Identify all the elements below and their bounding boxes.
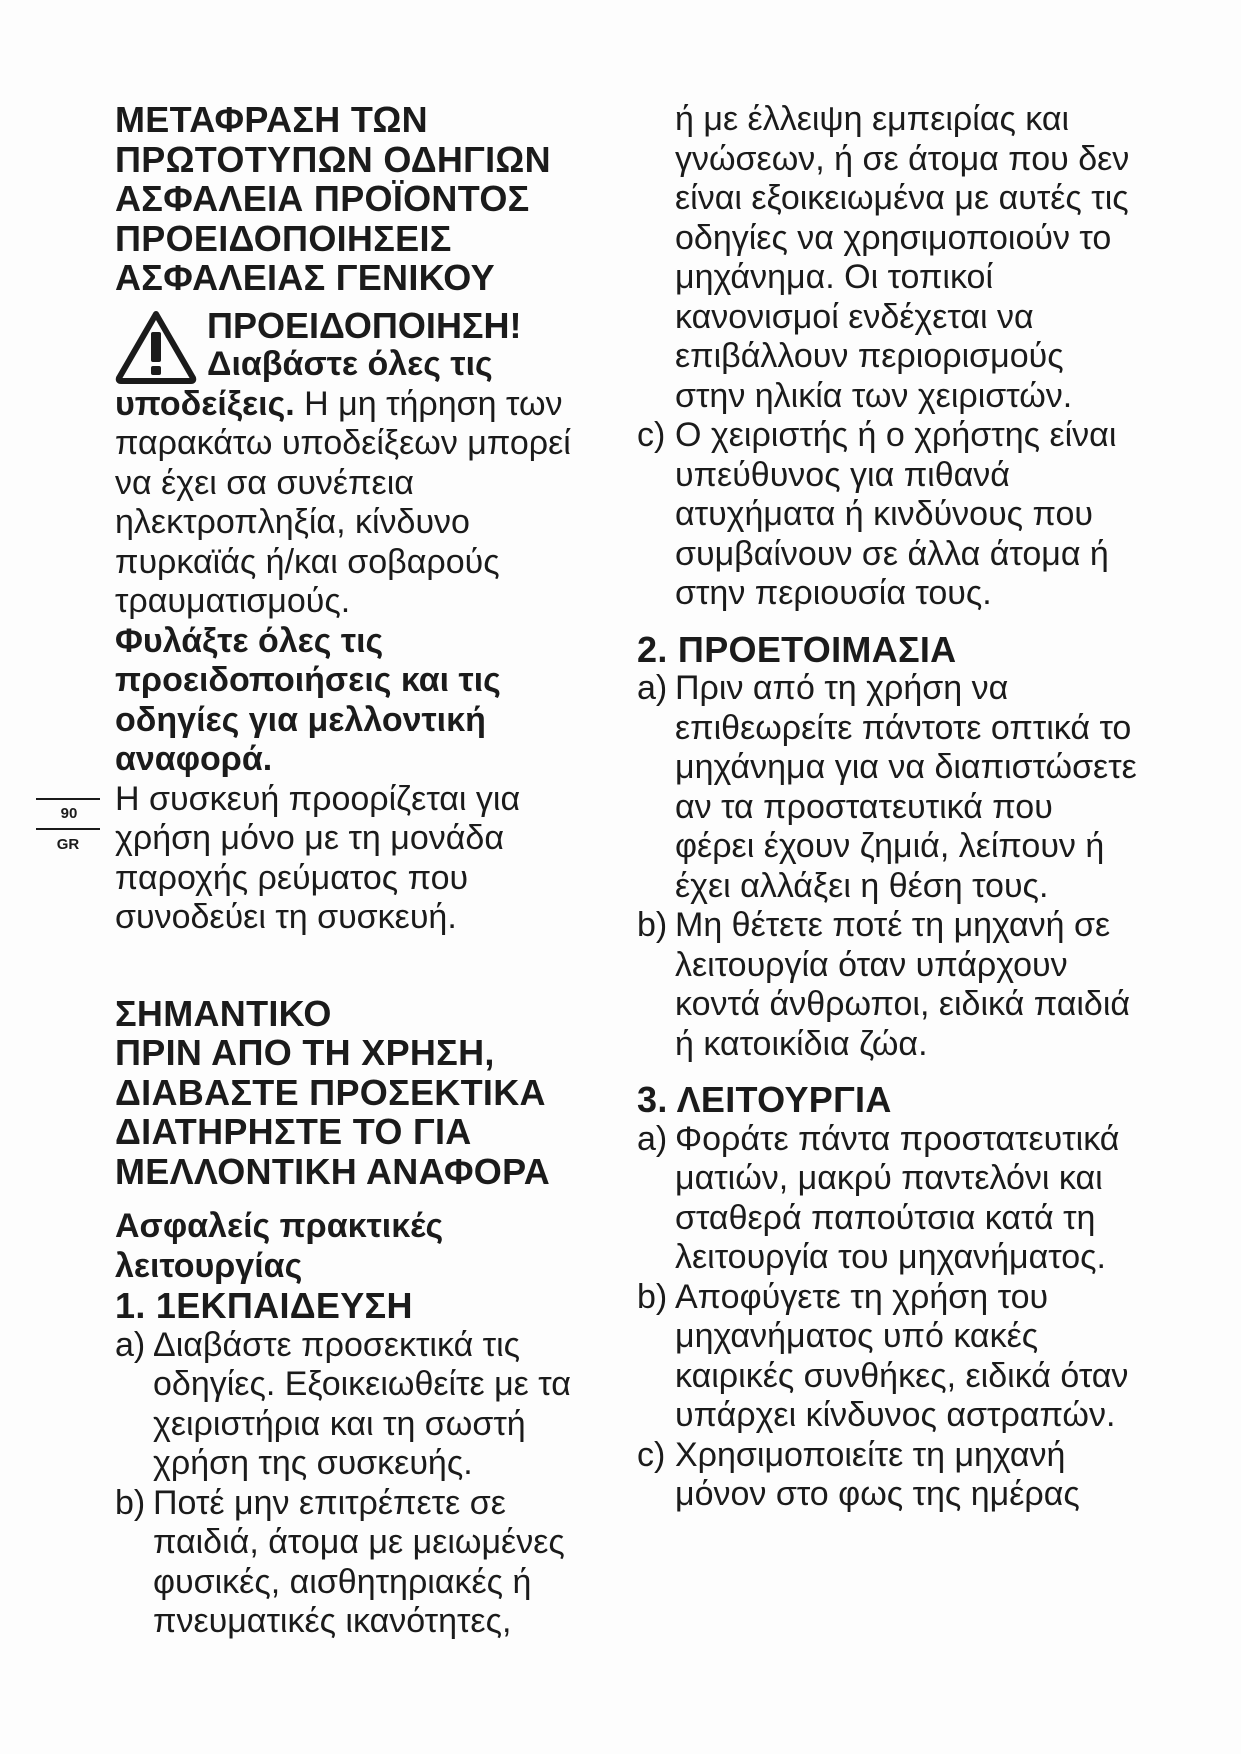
list-item [637,1436,1137,1515]
section3-title: 3. ΛΕΙΤΟΥΡΓΙΑ [637,1079,892,1120]
list-marker: a) [115,1325,146,1364]
warning-triangle-icon [115,310,197,384]
list-item-text: Χρησιμοποιείτε τη μηχανή μόνον στο φως της ημέρας [675,1435,1080,1513]
right-column [637,100,1137,1515]
warning-subtitle: Διαβάστε όλες τις [207,345,493,383]
important-line: ΣΗΜΑΝΤΙΚΟ [115,992,332,1034]
important-heading [115,994,615,1192]
safe-practices-heading: Ασφαλείς πρακτικές λειτουργίας [115,1207,444,1285]
section2-title: 2. ΠΡΟΕΤΟΙΜΑΣΙΑ [637,628,957,670]
list-item [115,1484,615,1642]
warning-body: Η μη τήρηση των παρακάτω υποδείξεων μπορεί να έχει σα συνέπεια ηλεκτροπληξία, κίνδυνο πυρκαϊάς ή/και σοβαρούς τραυματισμούς. [115,384,571,620]
translation-heading [115,100,615,298]
list-item-text: Αποφύγετε τη χρήση του μηχανήματος υπό κακές καιρικές συνθήκες, ειδικά όταν υπάρχει κίνδυνος αστραπών. [675,1277,1129,1434]
page-marker [36,798,100,860]
important-line: ΜΕΛΛΟΝΤΙΚΗ ΑΝΑΦΟΡΑ [115,1150,551,1192]
list-item [637,669,1137,906]
section1-list-continued [637,416,1137,614]
section2-list [637,669,1137,1064]
list-item [637,906,1137,1064]
warning-bold-lead: υποδείξεις. [115,384,295,423]
left-column [115,100,615,1642]
list-marker: b) [637,1277,668,1316]
list-item-text: Ο χειριστής ή ο χρήστης είναι υπεύθυνος για πιθανά ατυχήματα ή κινδύνους που συμβαίνουν σε άλλα άτομα ή στην περιουσία τους. [675,416,1117,612]
heading-line: ΠΡΩΤΟΤΥΠΩΝ ΟΔΗΓΙΩΝ [115,138,551,180]
section1-title: 1. 1ΕΚΠΑΙΔΕΥΣΗ [115,1285,413,1326]
heading-line: ΠΡΟΕΙΔΟΠΟΙΗΣΕΙΣ [115,217,452,259]
list-marker: c) [637,416,666,454]
list-item-text: Μη θέτετε ποτέ τη μηχανή σε λειτουργία όταν υπάρχουν κοντά άνθρωποι, ειδικά παιδιά ή κατοικίδια ζώα. [675,906,1131,1063]
list-marker: c) [637,1435,666,1474]
general-warning [115,306,615,622]
continuation-text: ή με έλλειψη εμπειρίας και γνώσεων, ή σε άτομα που δεν είναι εξοικειωμένα με αυτές τις οδηγίες να χρησιμοποιούν το μηχάνημα. Οι τοπικοί κανονισμοί ενδέχεται να επιβάλλουν περιορισμούς στην ηλικία των χειριστών. [675,100,1130,415]
list-item-text: Ποτέ μην επιτρέπετε σε παιδιά, άτομα με μειωμένες φυσικές, αισθητηριακές ή πνευματικές ικανότητες, [153,1483,565,1640]
list-item [115,1326,615,1484]
section3-list [637,1120,1137,1515]
heading-line: ΑΣΦΑΛΕΙΑ ΠΡΟΪΟΝΤΟΣ [115,178,530,219]
power-unit-note: Η συσκευή προορίζεται για χρήση μόνο με τη μονάδα παροχής ρεύματος που συνοδεύει τη συσκευή. [115,779,521,936]
list-item-text: Πριν από τη χρήση να επιθεωρείτε πάντοτε οπτικά το μηχάνημα για να διαπιστώσετε αν τα προστατευτικά που φέρει έχουν ζημιά, λείπουν ή έχει αλλάξει η θέση τους. [675,669,1137,905]
heading-line: ΜΕΤΑΦΡΑΣΗ ΤΩΝ [115,99,428,140]
section1-list [115,1326,615,1642]
list-marker: b) [637,906,668,944]
list-item-text: Διαβάστε προσεκτικά τις οδηγίες. Εξοικειωθείτε με τα χειριστήρια και τη σωστή χρήση της συσκευής. [153,1325,571,1482]
warning-title: ΠΡΟΕΙΔΟΠΟΙΗΣΗ! [207,304,522,346]
list-marker: a) [637,669,668,707]
keep-instructions: Φυλάξτε όλες τις προειδοποιήσεις και τις οδηγίες για μελλοντική αναφορά. [115,621,501,778]
list-item [637,1120,1137,1278]
language-code: GR [56,836,80,853]
list-marker: a) [637,1119,668,1158]
important-line: ΔΙΑΒΑΣΤΕ ΠΡΟΣΕΚΤΙΚΑ [115,1071,546,1113]
list-marker: b) [115,1483,146,1522]
warning-text [115,385,615,622]
important-line: ΠΡΙΝ ΑΠΟ ΤΗ ΧΡΗΣΗ, [115,1032,495,1073]
list-item-text: Φοράτε πάντα προστατευτικά ματιών, μακρύ παντελόνι και σταθερά παπούτσια κατά τη λειτουργία του μηχανήματος. [675,1119,1120,1276]
list-item [637,416,1137,614]
list-item [637,1278,1137,1436]
page-number: 90 [60,805,78,822]
important-line: ΔΙΑΤΗΡΗΣΤΕ ΤΟ ΓΙΑ [115,1111,472,1152]
heading-line: ΑΣΦΑΛΕΙΑΣ ΓΕΝΙΚΟΥ [115,257,495,298]
